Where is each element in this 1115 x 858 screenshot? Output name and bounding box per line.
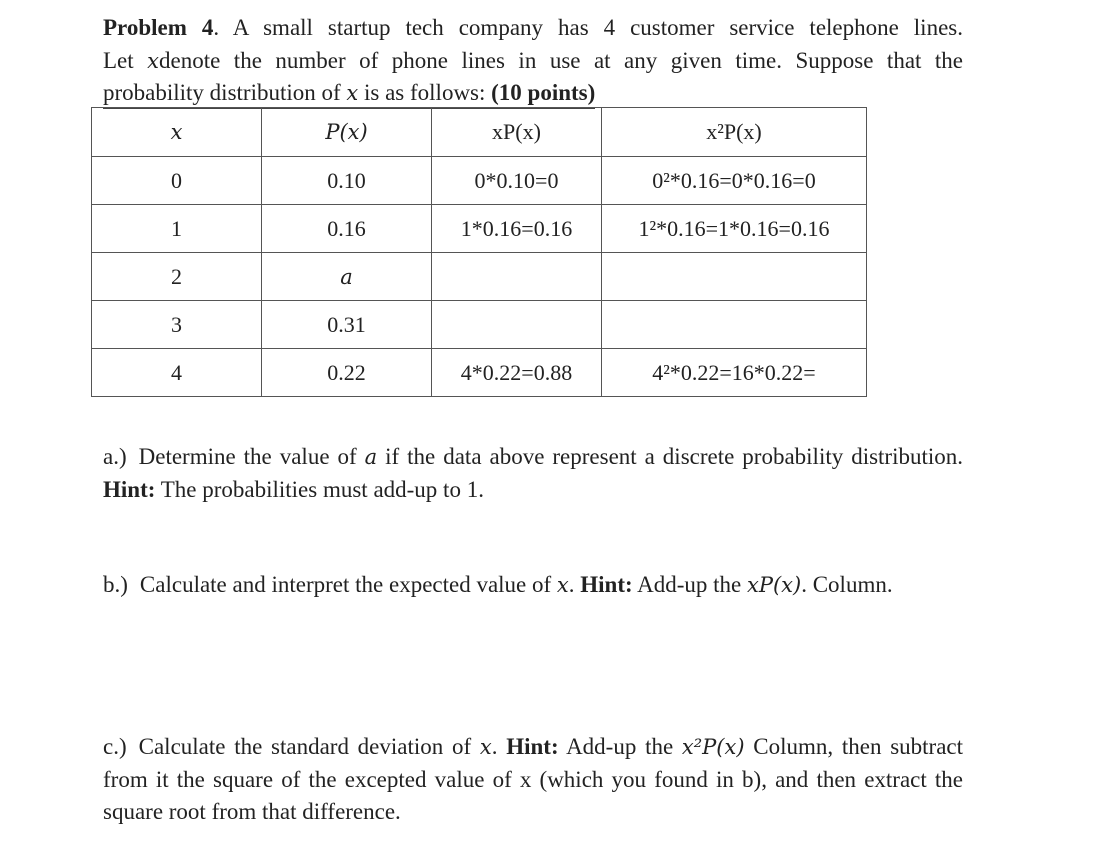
header-xpx: xP(x) [432,108,602,157]
hint-text: The probabilities must add-up to 1. [155,476,484,502]
cell-x2px [602,301,867,349]
variable-x: x [147,48,159,73]
hint-label: Hint: [103,476,156,502]
problem-statement [103,12,963,110]
cell-px: 0.31 [262,301,432,349]
question-a-label: a.) [103,444,127,469]
cell-x: 1 [92,205,262,253]
question-b-text: Calculate and interpret the expected value of [139,572,557,597]
cell-px: 0.16 [262,205,432,253]
question-b-text-2: . [568,572,581,597]
cell-px: 0.22 [262,349,432,397]
table-row [92,157,867,205]
intro-line-2 [103,45,963,78]
table-header-row [92,108,867,157]
variable-x: x [479,735,492,759]
cell-x: 2 [92,253,262,301]
intro-line-3-text: is as follows: [358,80,492,105]
question-b [103,569,963,602]
cell-xpx [432,301,602,349]
hint-math: x²P(x) [681,735,745,759]
cell-x: 4 [92,349,262,397]
cell-px: a [262,253,432,301]
header-px: P(x) [262,108,432,157]
cell-x2px: 1²*0.16=1*0.16=0.16 [602,205,867,253]
intro-line-2-text: denote the number of phone lines in use at any given time. Suppose that the [159,47,964,73]
cell-xpx: 1*0.16=0.16 [432,205,602,253]
intro-line-3 [103,78,595,109]
table-row [92,253,867,301]
table-row [92,301,867,349]
hint-math: xP(x) [747,573,802,597]
variable-a: a [364,445,378,469]
intro-line-1-text: . A small startup tech company has 4 customer service telephone lines. [213,15,963,40]
question-a-text: Determine the value of [138,444,365,469]
hint-text-2: . Column. [801,572,893,597]
variable-x: x [346,81,359,105]
table-row [92,349,867,397]
cell-x: 0 [92,157,262,205]
cell-xpx [432,253,602,301]
question-c-text: Calculate the standard deviation of [138,734,480,759]
cell-x: 3 [92,301,262,349]
question-c-label: c.) [103,734,127,759]
hint-label: Hint: [506,734,559,759]
question-c [103,731,963,829]
cell-xpx: 4*0.22=0.88 [432,349,602,397]
points-label: (10 points) [491,80,596,105]
question-b-label: b.) [103,572,128,597]
variable-x: x [556,573,569,597]
hint-text-2: Column, then subtract from it the square of the excepted value of x (which you found in b), and then extract the square root from that difference. [103,734,963,824]
cell-x2px: 4²*0.22=16*0.22= [602,349,867,397]
header-x2px: x²P(x) [602,108,867,157]
problem-label: Problem 4 [103,15,214,40]
cell-xpx: 0*0.10=0 [432,157,602,205]
hint-text: Add-up the [558,734,682,759]
hint-text: Add-up the [632,572,748,597]
cell-x2px [602,253,867,301]
intro-line-2-prefix: Let [103,47,148,73]
intro-line-1 [103,12,963,45]
hint-label: Hint: [580,572,633,597]
table-row [92,205,867,253]
cell-x2px: 0²*0.16=0*0.16=0 [602,157,867,205]
intro-line-3-prefix: probability distribution of [103,80,347,105]
question-a [103,441,963,506]
cell-px: 0.10 [262,157,432,205]
header-x: x [92,108,262,157]
question-c-text-2: . [491,734,507,759]
question-a-text-2: if the data above represent a discrete probability distribution. [377,444,963,469]
probability-table [91,107,867,397]
